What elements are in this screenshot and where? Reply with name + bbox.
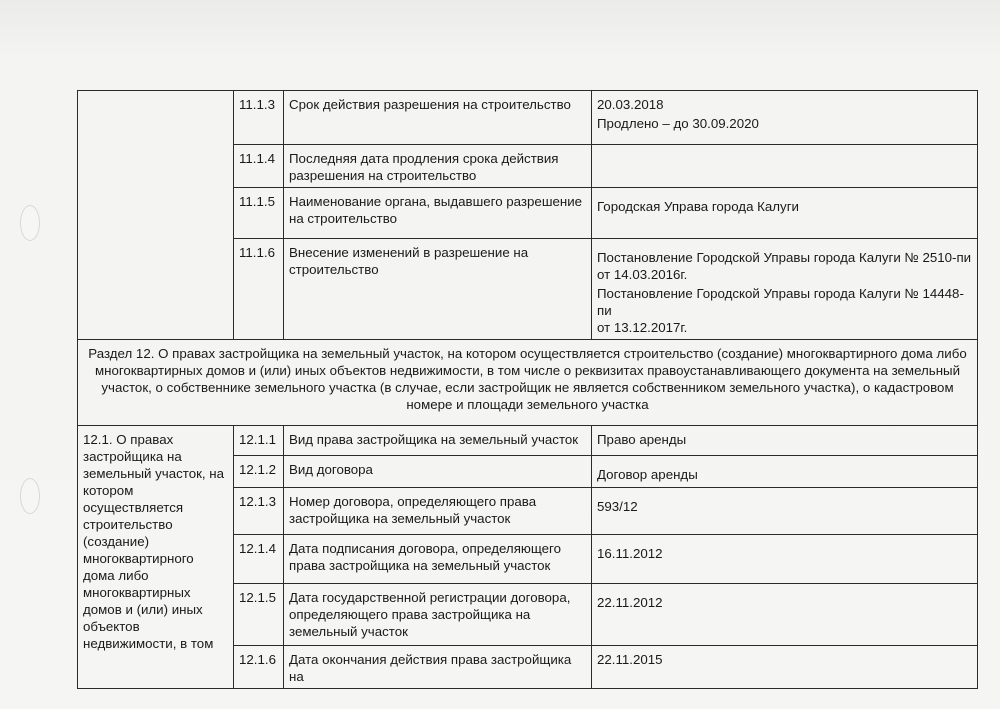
row-value: Право аренды [592,426,978,456]
row-number: 11.1.6 [234,239,284,340]
value-line: 20.03.2018 [597,97,664,112]
row-value: Договор аренды [592,456,978,488]
section-12-title: Раздел 12. О правах застройщика на земельный участок, на котором осуществляется строительство (создание) многоквартирного дома либо многоквартирных домов и (или) иных объектов недвижимости, в том числе о реквизитах правоустанавливающего документа на земельный участок, о собственнике земельного участка (в случае, если застройщик не является собственником земельного участка), о кадастровом номере и площади земельного участка [78,340,978,426]
value-line: Продлено – до 30.09.2020 [597,116,759,131]
row-value: Городская Управа города Калуги [592,188,978,239]
row-value: 22.11.2015 [592,646,978,689]
row-label: Вид права застройщика на земельный участок [284,426,592,456]
row-number: 11.1.5 [234,188,284,239]
row-number: 12.1.5 [234,584,284,646]
row-label: Вид договора [284,456,592,488]
row-value [592,91,978,145]
section-12-header-row [78,340,978,426]
row-number: 11.1.4 [234,145,284,188]
row-label: Дата окончания действия права застройщика на [284,646,592,689]
row-value: 593/12 [592,488,978,535]
section-12-1-label: 12.1. О правах застройщика на земельный участок, на котором осуществляется строительство (создание) многоквартирного дома либо многоквартирных домов и (или) иных объектов недвижимости, в том [78,426,234,689]
row-number: 12.1.3 [234,488,284,535]
row-number: 12.1.6 [234,646,284,689]
value-line: от 13.12.2017г. [597,320,688,335]
row-label: Внесение изменений в разрешение на строительство [284,239,592,340]
row-number: 11.1.3 [234,91,284,145]
row-value [592,239,978,340]
row-label: Срок действия разрешения на строительство [284,91,592,145]
row-label: Последняя дата продления срока действия разрешения на строительство [284,145,592,188]
row-label: Дата государственной регистрации договора, определяющего права застройщика на земельный участок [284,584,592,646]
row-label: Наименование органа, выдавшего разрешение на строительство [284,188,592,239]
row-value [592,145,978,188]
row-number: 12.1.2 [234,456,284,488]
row-number: 12.1.4 [234,535,284,584]
row-value: 22.11.2012 [592,584,978,646]
punch-hole-top [20,205,40,241]
row-label: Номер договора, определяющего права застройщика на земельный участок [284,488,592,535]
declaration-table [77,90,978,689]
table-row [78,426,978,456]
row-number: 12.1.1 [234,426,284,456]
punch-hole-bottom [20,478,40,514]
value-line: от 14.03.2016г. [597,267,688,282]
row-label: Дата подписания договора, определяющего права застройщика на земельный участок [284,535,592,584]
section-11-label-cell [78,91,234,340]
row-value: 16.11.2012 [592,535,978,584]
value-line: Постановление Городской Управы города Калуги № 14448-пи [597,286,964,318]
table-row [78,91,978,145]
value-line: Постановление Городской Управы города Калуги № 2510-пи [597,250,972,265]
